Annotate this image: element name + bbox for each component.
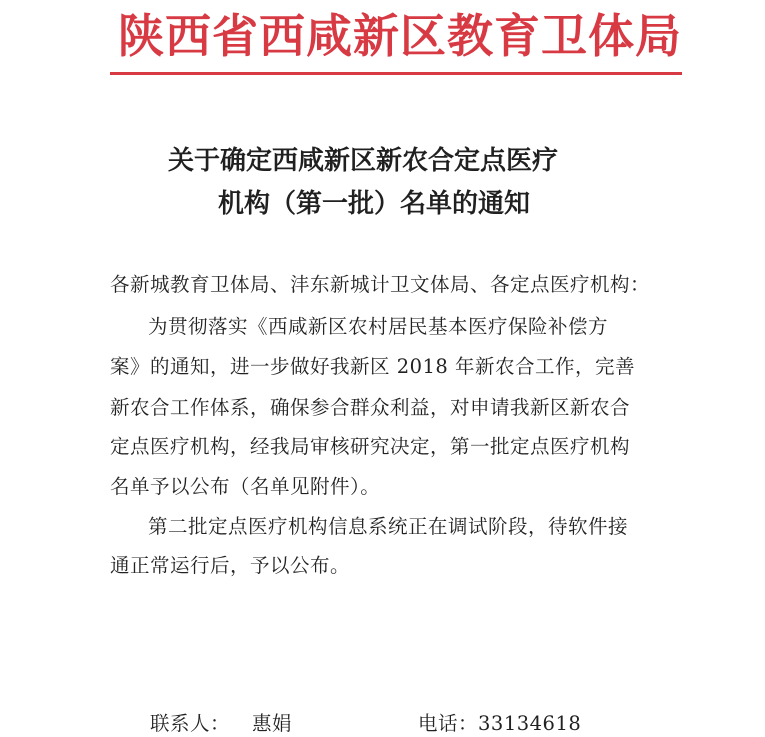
body-paragraph-1-line-3: 新农合工作体系，确保参合群众利益，对申请我新区新农合 <box>110 396 631 419</box>
document-title-line-2: 机构（第一批）名单的通知 <box>218 189 531 219</box>
salutation-line: 各新城教育卫体局、沣东新城计卫文体局、各定点医疗机构： <box>110 273 651 296</box>
body-paragraph-1-line-2: 案》的通知，进一步做好我新区 2018 年新农合工作，完善 <box>110 355 636 378</box>
contact-phone <box>418 711 581 737</box>
body-paragraph-1-line-5: 名单予以公布（名单见附件）。 <box>110 475 381 498</box>
document-title-line-1: 关于确定西咸新区新农合定点医疗 <box>168 146 559 176</box>
body-paragraph-2-line-2: 通正常运行后，予以公布。 <box>110 554 351 577</box>
contact-person-label: 联系人： <box>150 712 231 735</box>
body-paragraph-1-line-1: 为贯彻落实《西咸新区农村居民基本医疗保险补偿方 <box>148 315 609 338</box>
contact-person-name: 惠娟 <box>252 712 293 735</box>
body-paragraph-2-line-1: 第二批定点医疗机构信息系统正在调试阶段，待软件接 <box>148 515 629 538</box>
contact-phone-number: 33134618 <box>478 712 582 735</box>
header-red-rule <box>110 72 682 75</box>
body-paragraph-1-line-4: 定点医疗机构，经我局审核研究决定，第一批定点医疗机构 <box>110 435 631 458</box>
contact-phone-label: 电话： <box>418 712 479 735</box>
contact-person <box>150 711 292 737</box>
issuing-organization-header: 陕西省西咸新区教育卫体局 <box>118 9 682 63</box>
